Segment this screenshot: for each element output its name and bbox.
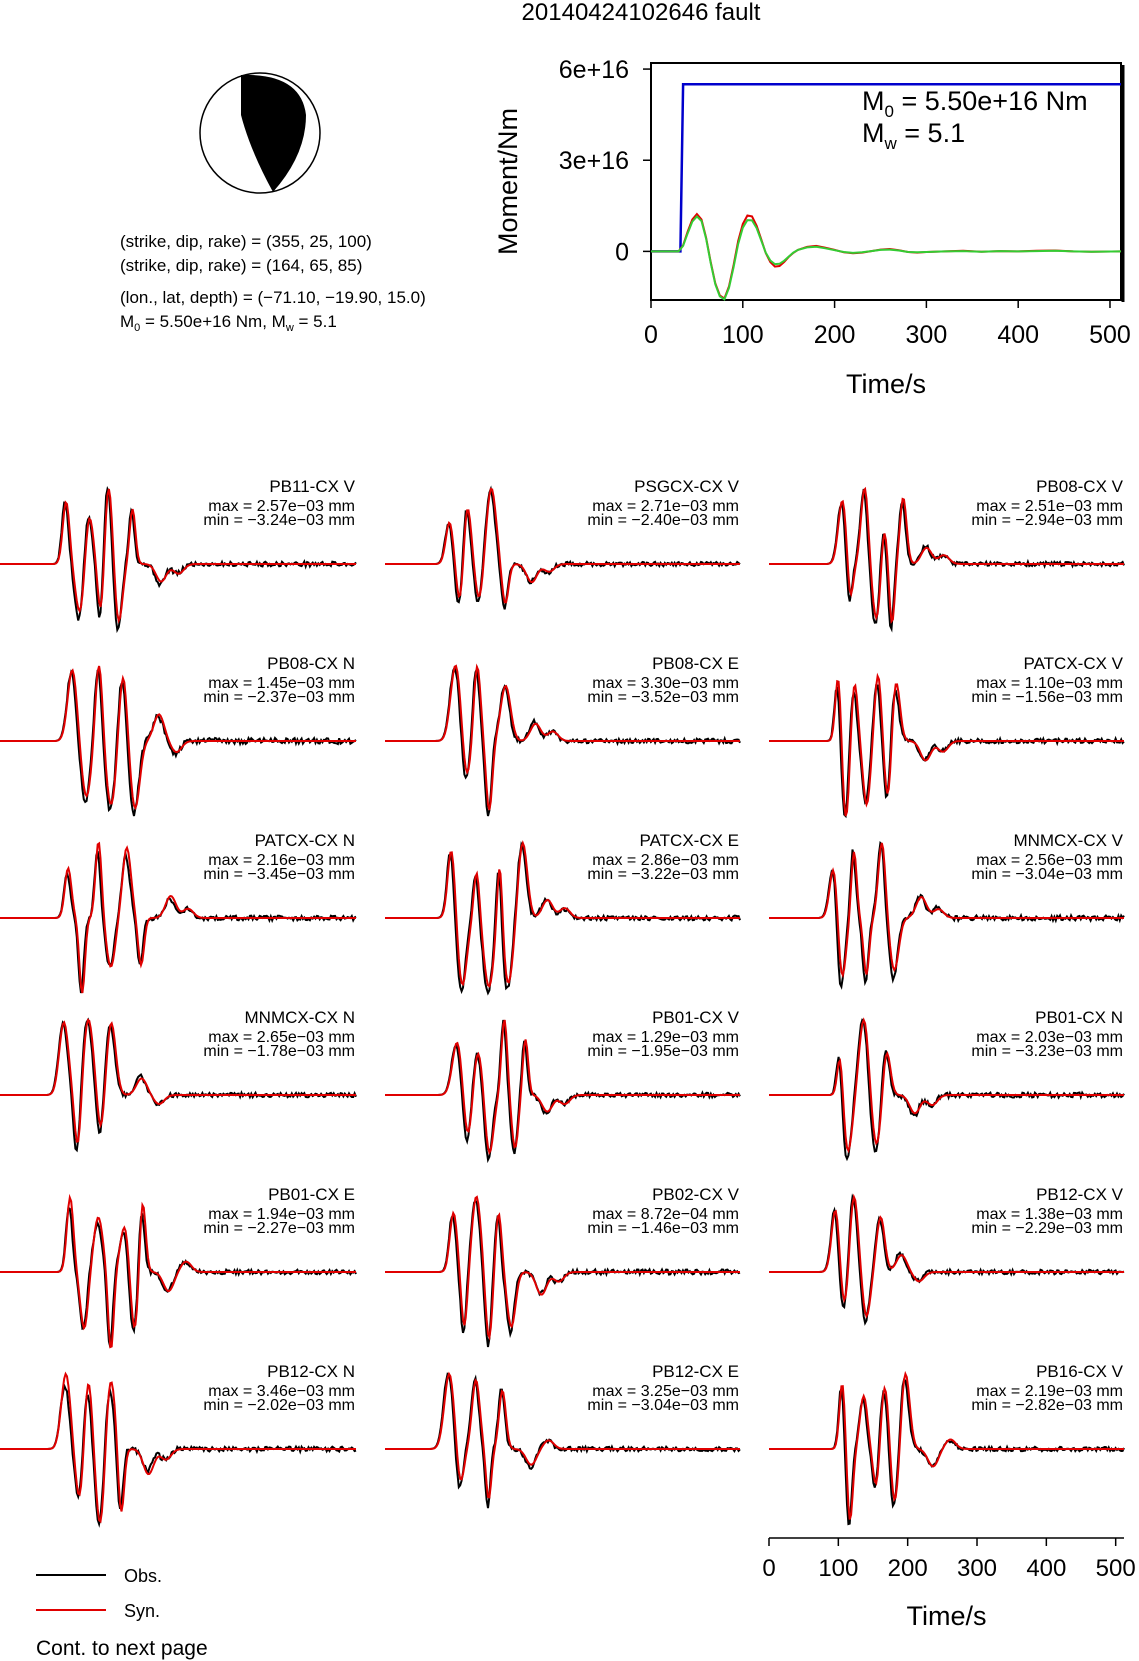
moment-x-tick-label: 400 bbox=[997, 321, 1040, 349]
waveform-max-label: max = 8.72e−04 mm bbox=[592, 1206, 739, 1223]
moment-y-tick-label: 3e+16 bbox=[558, 147, 629, 176]
waveform-min-label: min = −3.45e−03 mm bbox=[203, 866, 355, 883]
waveform-x-tick-label: 0 bbox=[762, 1555, 776, 1582]
waveform-min-label: min = −1.95e−03 mm bbox=[587, 1043, 739, 1060]
waveform-max-label: max = 2.86e−03 mm bbox=[592, 852, 739, 869]
legend-obs-label: Obs. bbox=[124, 1566, 163, 1586]
waveform-x-tick-label: 300 bbox=[956, 1555, 998, 1582]
waveform-time-axis bbox=[762, 1538, 1135, 1631]
waveform-station-label: PATCX-CX N bbox=[254, 831, 355, 850]
waveform-max-label: max = 1.45e−03 mm bbox=[208, 675, 355, 692]
waveform-station-label: PB12-CX E bbox=[652, 1362, 739, 1381]
moment-y-tick-label: 0 bbox=[615, 238, 629, 267]
waveform-max-label: max = 1.29e−03 mm bbox=[592, 1029, 739, 1046]
waveform-min-label: min = −3.22e−03 mm bbox=[587, 866, 739, 883]
waveform-x-tick-label: 400 bbox=[1026, 1555, 1067, 1582]
legend bbox=[36, 1566, 162, 1621]
waveform-station-label: PB01-CX N bbox=[1035, 1008, 1123, 1027]
waveform-station-label: MNMCX-CX N bbox=[244, 1008, 355, 1027]
waveform-min-label: min = −3.24e−03 mm bbox=[203, 512, 355, 529]
waveform-station-label: PATCX-CX V bbox=[1023, 654, 1123, 673]
waveform-station-label: PB02-CX V bbox=[652, 1185, 739, 1204]
waveform-max-label: max = 2.65e−03 mm bbox=[208, 1029, 355, 1046]
waveform-max-label: max = 2.71e−03 mm bbox=[592, 498, 739, 515]
mechanism-plane2: (strike, dip, rake) = (164, 65, 85) bbox=[120, 256, 363, 275]
beachball-icon bbox=[200, 73, 320, 193]
waveform-min-label: min = −1.78e−03 mm bbox=[203, 1043, 355, 1060]
waveform-grid bbox=[0, 477, 1124, 1524]
waveform-station-label: PB16-CX V bbox=[1036, 1362, 1123, 1381]
waveform-max-label: max = 3.25e−03 mm bbox=[592, 1383, 739, 1400]
waveform-station-label: PATCX-CX E bbox=[639, 831, 739, 850]
waveform-max-label: max = 2.16e−03 mm bbox=[208, 852, 355, 869]
waveform-min-label: min = −2.82e−03 mm bbox=[971, 1397, 1123, 1414]
waveform-max-label: max = 2.03e−03 mm bbox=[976, 1029, 1123, 1046]
waveform-station-label: PSGCX-CX V bbox=[634, 477, 739, 496]
waveform-max-label: max = 1.38e−03 mm bbox=[976, 1206, 1123, 1223]
legend-syn-label: Syn. bbox=[124, 1601, 161, 1621]
moment-series-line-1 bbox=[651, 214, 1121, 299]
waveform-x-tick-label: 500 bbox=[1095, 1555, 1136, 1582]
moment-m0-annotation: $M_0 = 5.50e+16$ Nm bbox=[862, 86, 1088, 121]
waveform-station-label: PB01-CX V bbox=[652, 1008, 739, 1027]
waveform-x-tick-label: 200 bbox=[887, 1555, 928, 1582]
moment-series-line-2 bbox=[651, 216, 1121, 299]
waveform-x-axis-label: Time/s bbox=[906, 1601, 987, 1631]
mechanism-moment: $M_0 = 5.50e+16$ Nm, $M_w = 5.1$ bbox=[120, 312, 337, 334]
waveform-x-tick-label: 100 bbox=[818, 1555, 859, 1582]
waveform-max-label: max = 3.46e−03 mm bbox=[208, 1383, 355, 1400]
moment-y-tick-label: 6e+16 bbox=[558, 56, 629, 85]
waveform-max-label: max = 2.51e−03 mm bbox=[976, 498, 1123, 515]
moment-x-axis-label: Time/s bbox=[846, 369, 926, 399]
waveform-station-label: PB12-CX N bbox=[267, 1362, 355, 1381]
waveform-max-label: max = 2.19e−03 mm bbox=[976, 1383, 1123, 1400]
waveform-min-label: min = −1.46e−03 mm bbox=[587, 1220, 739, 1237]
waveform-min-label: min = −2.27e−03 mm bbox=[203, 1220, 355, 1237]
moment-x-tick-label: 0 bbox=[644, 321, 658, 349]
waveform-max-label: max = 3.30e−03 mm bbox=[592, 675, 739, 692]
waveform-station-label: MNMCX-CX V bbox=[1013, 831, 1123, 850]
moment-x-tick-label: 200 bbox=[813, 321, 856, 349]
moment-x-tick-label: 300 bbox=[905, 321, 948, 349]
waveform-min-label: min = −3.04e−03 mm bbox=[971, 866, 1123, 883]
waveform-min-label: min = −3.52e−03 mm bbox=[587, 689, 739, 706]
waveform-station-label: PB12-CX V bbox=[1036, 1185, 1123, 1204]
waveform-min-label: min = −3.04e−03 mm bbox=[587, 1397, 739, 1414]
waveform-station-label: PB08-CX V bbox=[1036, 477, 1123, 496]
page-title: 20140424102646 fault bbox=[521, 0, 761, 26]
waveform-min-label: min = −2.94e−03 mm bbox=[971, 512, 1123, 529]
mechanism-location: (lon., lat, depth) = (−71.10, −19.90, 15.0) bbox=[120, 288, 426, 307]
waveform-station-label: PB01-CX E bbox=[268, 1185, 355, 1204]
moment-y-axis-label: Moment/Nm bbox=[493, 107, 523, 256]
waveform-min-label: min = −1.56e−03 mm bbox=[971, 689, 1123, 706]
waveform-station-label: PB08-CX E bbox=[652, 654, 739, 673]
footer-note: Cont. to next page bbox=[36, 1637, 208, 1660]
moment-x-tick-label: 100 bbox=[721, 321, 764, 349]
waveform-min-label: min = −2.02e−03 mm bbox=[203, 1397, 355, 1414]
waveform-max-label: max = 1.94e−03 mm bbox=[208, 1206, 355, 1223]
waveform-min-label: min = −3.23e−03 mm bbox=[971, 1043, 1123, 1060]
waveform-min-label: min = −2.29e−03 mm bbox=[971, 1220, 1123, 1237]
waveform-station-label: PB08-CX N bbox=[267, 654, 355, 673]
waveform-station-label: PB11-CX V bbox=[269, 477, 355, 496]
waveform-max-label: max = 1.10e−03 mm bbox=[976, 675, 1123, 692]
mechanism-plane1: (strike, dip, rake) = (355, 25, 100) bbox=[120, 232, 372, 251]
moment-mw-annotation: $M_w = 5.1$ bbox=[862, 118, 966, 153]
waveform-min-label: min = −2.40e−03 mm bbox=[587, 512, 739, 529]
waveform-max-label: max = 2.57e−03 mm bbox=[208, 498, 355, 515]
waveform-max-label: max = 2.56e−03 mm bbox=[976, 852, 1123, 869]
waveform-min-label: min = −2.37e−03 mm bbox=[203, 689, 355, 706]
moment-x-tick-label: 500 bbox=[1089, 321, 1131, 349]
